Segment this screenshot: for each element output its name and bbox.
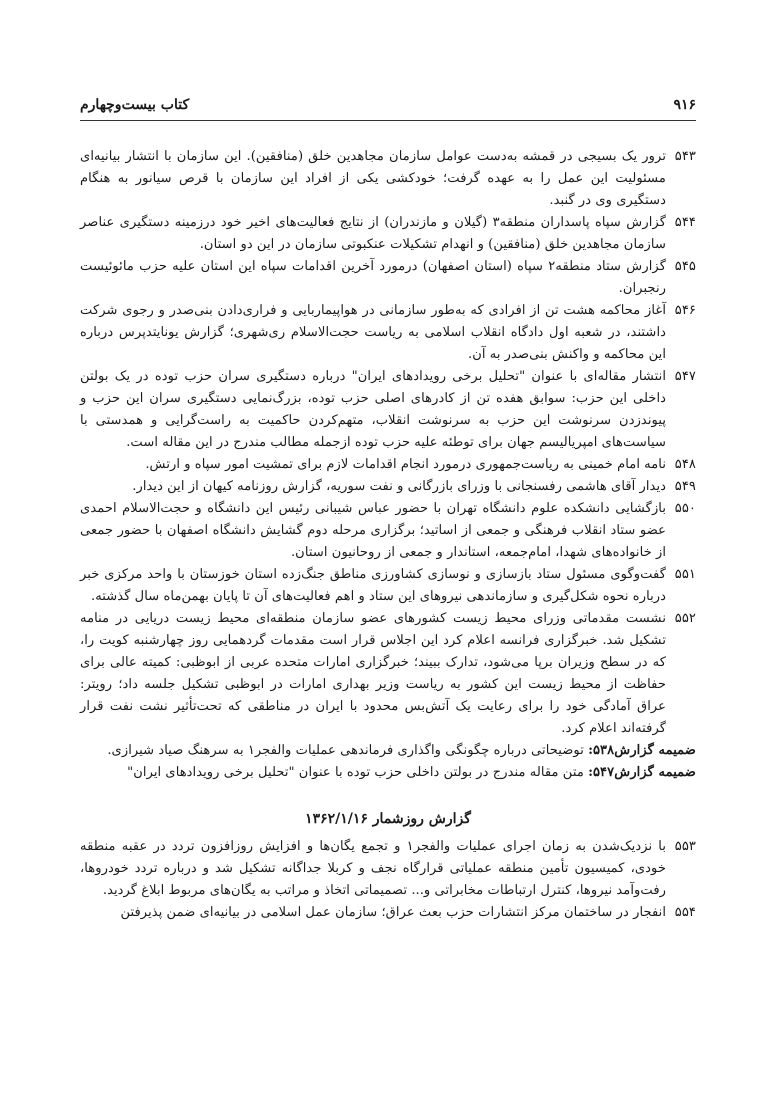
entry-item [80, 836, 696, 902]
appendix-list [80, 740, 696, 784]
appendix-item [80, 740, 696, 762]
entry-item [80, 366, 696, 454]
header-divider [80, 120, 696, 121]
entry-number: ۵۵۴ [674, 905, 696, 920]
appendix-text: متن مقاله مندرج در بولتن داخلی حزب توده با عنوان "تحلیل برخی رویدادهای ایران" [127, 765, 584, 780]
entry-number: ۵۴۹ [674, 479, 696, 494]
entry-text: آغاز محاکمه هشت تن از افرادی که به‌طور سازمانی در هواپیماربایی و فراری‌دادن بنی‌صدر و رجوی شرکت داشتند، در شعبه اول دادگاه انقلاب اسلامی به ریاست حجت‌الاسلام ری‌شهری؛ گزارش یونایتدپرس درباره این محاکمه و واکنش بنی‌صدر به آن. [80, 303, 666, 362]
entry-text: بازگشایی دانشکده علوم دانشگاه تهران با حضور عباس شیبانی رئیس این دانشگاه و حجت‌الاسلام احمدی عضو ستاد انقلاب فرهنگی و جمعی از اساتید؛ برگزاری مرحله دوم گشایش دانشگاه اصفهان با حضور جمعی از خانواده‌های شهدا، امام‌جمعه، استاندار و جمعی از روحانیون استان. [80, 501, 666, 560]
entry-text: گفت‌وگوی مسئول ستاد بازسازی و نوسازی کشاورزی مناطق جنگ‌زده استان خوزستان با واحد مرکزی خبر درباره نحوه شکل‌گیری و سازماندهی نیروهای این ستاد و اهم فعالیت‌های آن تا پایان بهمن‌ماه سال گذشته. [80, 567, 666, 604]
page-header [80, 94, 696, 116]
entry-number: ۵۴۵ [674, 259, 696, 274]
entry-number: ۵۴۷ [674, 369, 696, 384]
entry-item [80, 608, 696, 740]
entry-number: ۵۴۶ [674, 303, 696, 318]
entry-number: ۵۵۰ [674, 501, 696, 516]
entry-item [80, 146, 696, 212]
section-title: گزارش روزشمار ۱۳۶۲/۱/۱۶ [305, 811, 471, 827]
entry-text: دیدار آقای هاشمی رفسنجانی با وزرای بازرگانی و نفت سوریه، گزارش روزنامه کیهان از این دیدار. [132, 479, 666, 494]
entry-number: ۵۵۲ [674, 611, 696, 626]
entry-item [80, 902, 696, 924]
book-title: کتاب بیست‌وچهارم [80, 97, 190, 113]
entry-number: ۵۵۱ [674, 567, 696, 582]
entry-text: با نزدیک‌شدن به زمان اجرای عملیات والفجر۱ و تجمع یگان‌ها و افزایش روزافزون تردد در عقبه منطقه خودی، کمیسیون تأمین منطقه عملیاتی قرارگاه نجف و کربلا جداگانه تشکیل شد و درباره تردد خودروها، رفت‌وآمد نیروها، کنترل ارتباطات مخابراتی و... تصمیماتی اتخاذ و مراتب به یگان‌های مربوط ابلاغ گردید. [80, 839, 666, 898]
entry-item [80, 498, 696, 564]
page-number: ۹۱۶ [673, 97, 696, 113]
entry-item [80, 212, 696, 256]
entry-item [80, 476, 696, 498]
entry-item [80, 300, 696, 366]
appendix-label: ضمیمه گزارش۵۴۷: [588, 765, 696, 780]
entry-text: ترور یک بسیجی در قمشه به‌دست عوامل سازمان مجاهدین خلق (منافقین). این سازمان با انتشار بیانیه‌ای مسئولیت این عمل را به عهده گرفت؛ خودکشی یکی از افراد این سازمان با قرص سیانور به هنگام دستگیری وی در گنبد. [80, 149, 666, 208]
entry-list-first [80, 146, 696, 740]
appendix-text: توضیحاتی درباره چگونگی واگذاری فرماندهی عملیات والفجر۱ به سرهنگ صیاد شیرازی. [107, 743, 584, 758]
entry-number: ۵۴۸ [674, 457, 696, 472]
entry-text: گزارش سپاه پاسداران منطقه۳ (گیلان و مازندران) از نتایج فعالیت‌های اخیر خود درزمینه دستگیری عناصر سازمان مجاهدین خلق (منافقین) و انهدام تشکیلات عنکبوتی سازمان در این دو استان. [80, 215, 666, 252]
entry-text: انفجار در ساختمان مرکز انتشارات حزب بعث عراق؛ سازمان عمل اسلامی در بیانیه‌ای ضمن پذیرفتن [120, 905, 666, 920]
entry-number: ۵۴۴ [674, 215, 696, 230]
entry-text: نشست مقدماتی وزرای محیط زیست کشورهای عضو سازمان منطقه‌ای محیط زیست دریایی در منامه تشکیل شد. خبرگزاری فرانسه اعلام کرد این اجلاس قرار است مقدمات گردهمایی روز چهارشنبه کویت را، که در سطح وزیران برپا می‌شود، تدارک ببیند؛ خبرگزاری امارات متحده عربی از ابوظبی: کمیته عالی برای حفاظت از محیط زیست این کشور به ریاست وزیر بهداری امارات در ابوظبی تشکیل جلسه داد؛ رویتر: عراق آمادگی خود را برای رعایت یک آتش‌بس محدود با ایران در مناطقی که تحت‌تأثیر نشت نفت قرار گرفته‌اند اعلام کرد. [80, 611, 666, 736]
entry-text: انتشار مقاله‌ای با عنوان "تحلیل برخی رویدادهای ایران" درباره دستگیری سران حزب توده در یک بولتن داخلی این حزب: سوابق هفده تن از کادرهای اصلی حزب توده، بزرگ‌نمایی دستگیری سران این حزب و پیوندزدن سرنوشت این حزب به سرنوشت انقلاب، متهم‌کردن حاکمیت به راست‌گرایی و همدستی با سیاست‌های امپریالیسم جهان برای توطئه علیه حزب توده ازجمله مطالب مندرج در این مقاله است. [80, 369, 666, 450]
entry-number: ۵۴۳ [674, 149, 696, 164]
entry-item [80, 256, 696, 300]
appendix-item [80, 762, 696, 784]
page-body [80, 146, 696, 924]
entry-text: گزارش ستاد منطقه۲ سپاه (استان اصفهان) درمورد آخرین اقدامات سپاه این استان علیه حزب مائوئیست رنجبران. [80, 259, 666, 296]
entry-list-second [80, 836, 696, 924]
entry-item [80, 564, 696, 608]
entry-item [80, 454, 696, 476]
appendix-label: ضمیمه گزارش۵۳۸: [588, 743, 696, 758]
entry-text: نامه امام خمینی به ریاست‌جمهوری درمورد انجام اقدامات لازم برای تمشیت امور سپاه و ارتش. [145, 457, 666, 472]
entry-number: ۵۵۳ [674, 839, 696, 854]
